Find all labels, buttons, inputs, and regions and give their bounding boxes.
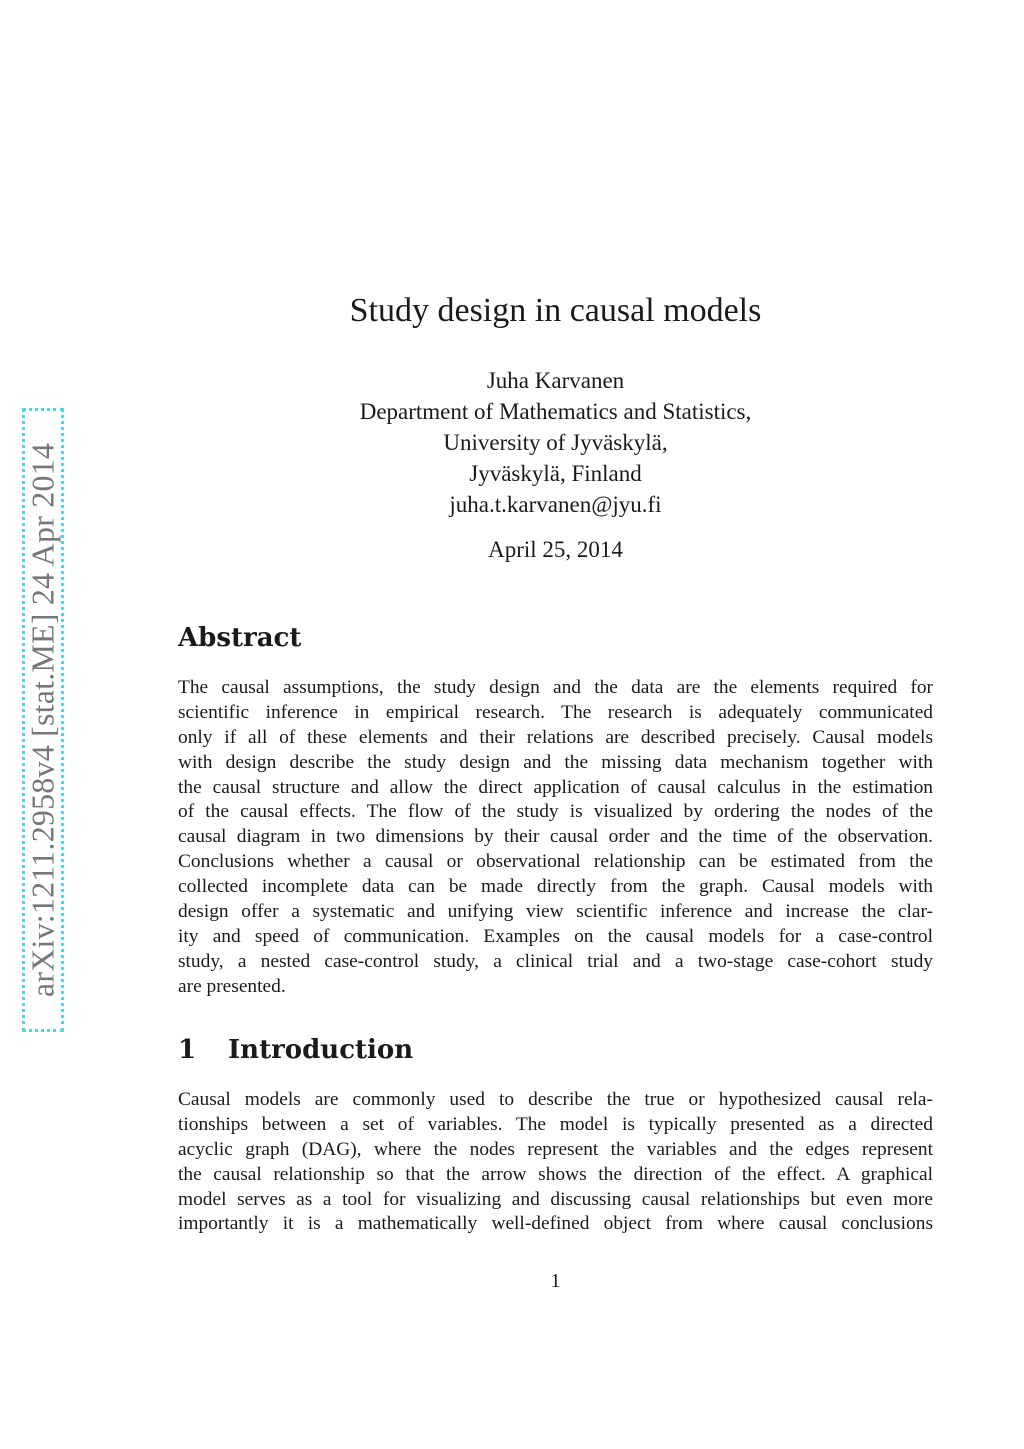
paper-title: Study design in causal models [349,292,762,329]
introduction-line: the causal relationship so that the arrow shows the direction of the effect. A graphical [178,1163,933,1185]
author-location: Jyväskylä, Finland [469,461,642,486]
section-title: Introduction [228,1035,414,1065]
paper-date: April 25, 2014 [488,537,623,562]
arxiv-identifier: arXiv:1211.2958v4 [stat.ME] 24 Apr 2014 [24,442,61,998]
author-name: Juha Karvanen [486,368,625,393]
abstract-line: scientific inference in empirical research. The research is adequately communicated [178,701,933,723]
introduction-line: importantly it is a mathematically well-defined object from where causal conclusions [178,1213,933,1235]
section-heading-introduction [178,1035,413,1065]
abstract-line: the causal structure and allow the direct application of causal calculus in the estimation [178,776,933,798]
abstract-line: Conclusions whether a causal or observational relationship can be estimated from the [178,851,933,873]
abstract-line: ity and speed of communication. Examples on the causal models for a case-control [178,925,933,947]
abstract-line: study, a nested case-control study, a clinical trial and a two-stage case-cohort study [178,950,933,972]
abstract-heading: Abstract [178,623,302,653]
introduction-line: model serves as a tool for visualizing and discussing causal relationships but even more [178,1188,933,1210]
abstract-line: collected incomplete data can be made directly from the graph. Causal models with [178,876,933,898]
introduction-line: Causal models are commonly used to describe the true or hypothesized causal rela- [178,1089,933,1110]
abstract-line: only if all of these elements and their relations are described precisely. Causal models [178,726,933,748]
abstract-line: causal diagram in two dimensions by their causal order and the time of the observation. [178,826,933,848]
author-department: Department of Mathematics and Statistics, [359,399,752,424]
author-university: University of Jyväskylä, [443,430,668,455]
author-email: juha.t.karvanen@jyu.fi [449,492,662,517]
abstract-line: with design describe the study design and the missing data mechanism together with [178,751,933,773]
abstract-line: of the causal effects. The flow of the study is visualized by ordering the nodes of the [178,801,933,823]
section-number: 1 [178,1035,197,1065]
abstract-line: The causal assumptions, the study design and the data are the elements required for [178,677,933,698]
abstract-text [178,676,933,1000]
introduction-line: tionships between a set of variables. The model is typically presented as a directed [178,1113,933,1135]
arxiv-identifier-stamp [22,408,64,1032]
introduction-line: acyclic graph (DAG), where the nodes represent the variables and the edges represent [178,1138,933,1160]
abstract-line: are presented. [178,975,286,997]
author-block [178,365,933,520]
page-number: 1 [550,1270,561,1292]
introduction-text [178,1088,933,1237]
abstract-line: design offer a systematic and unifying view scientific inference and increase the clar- [178,901,933,923]
